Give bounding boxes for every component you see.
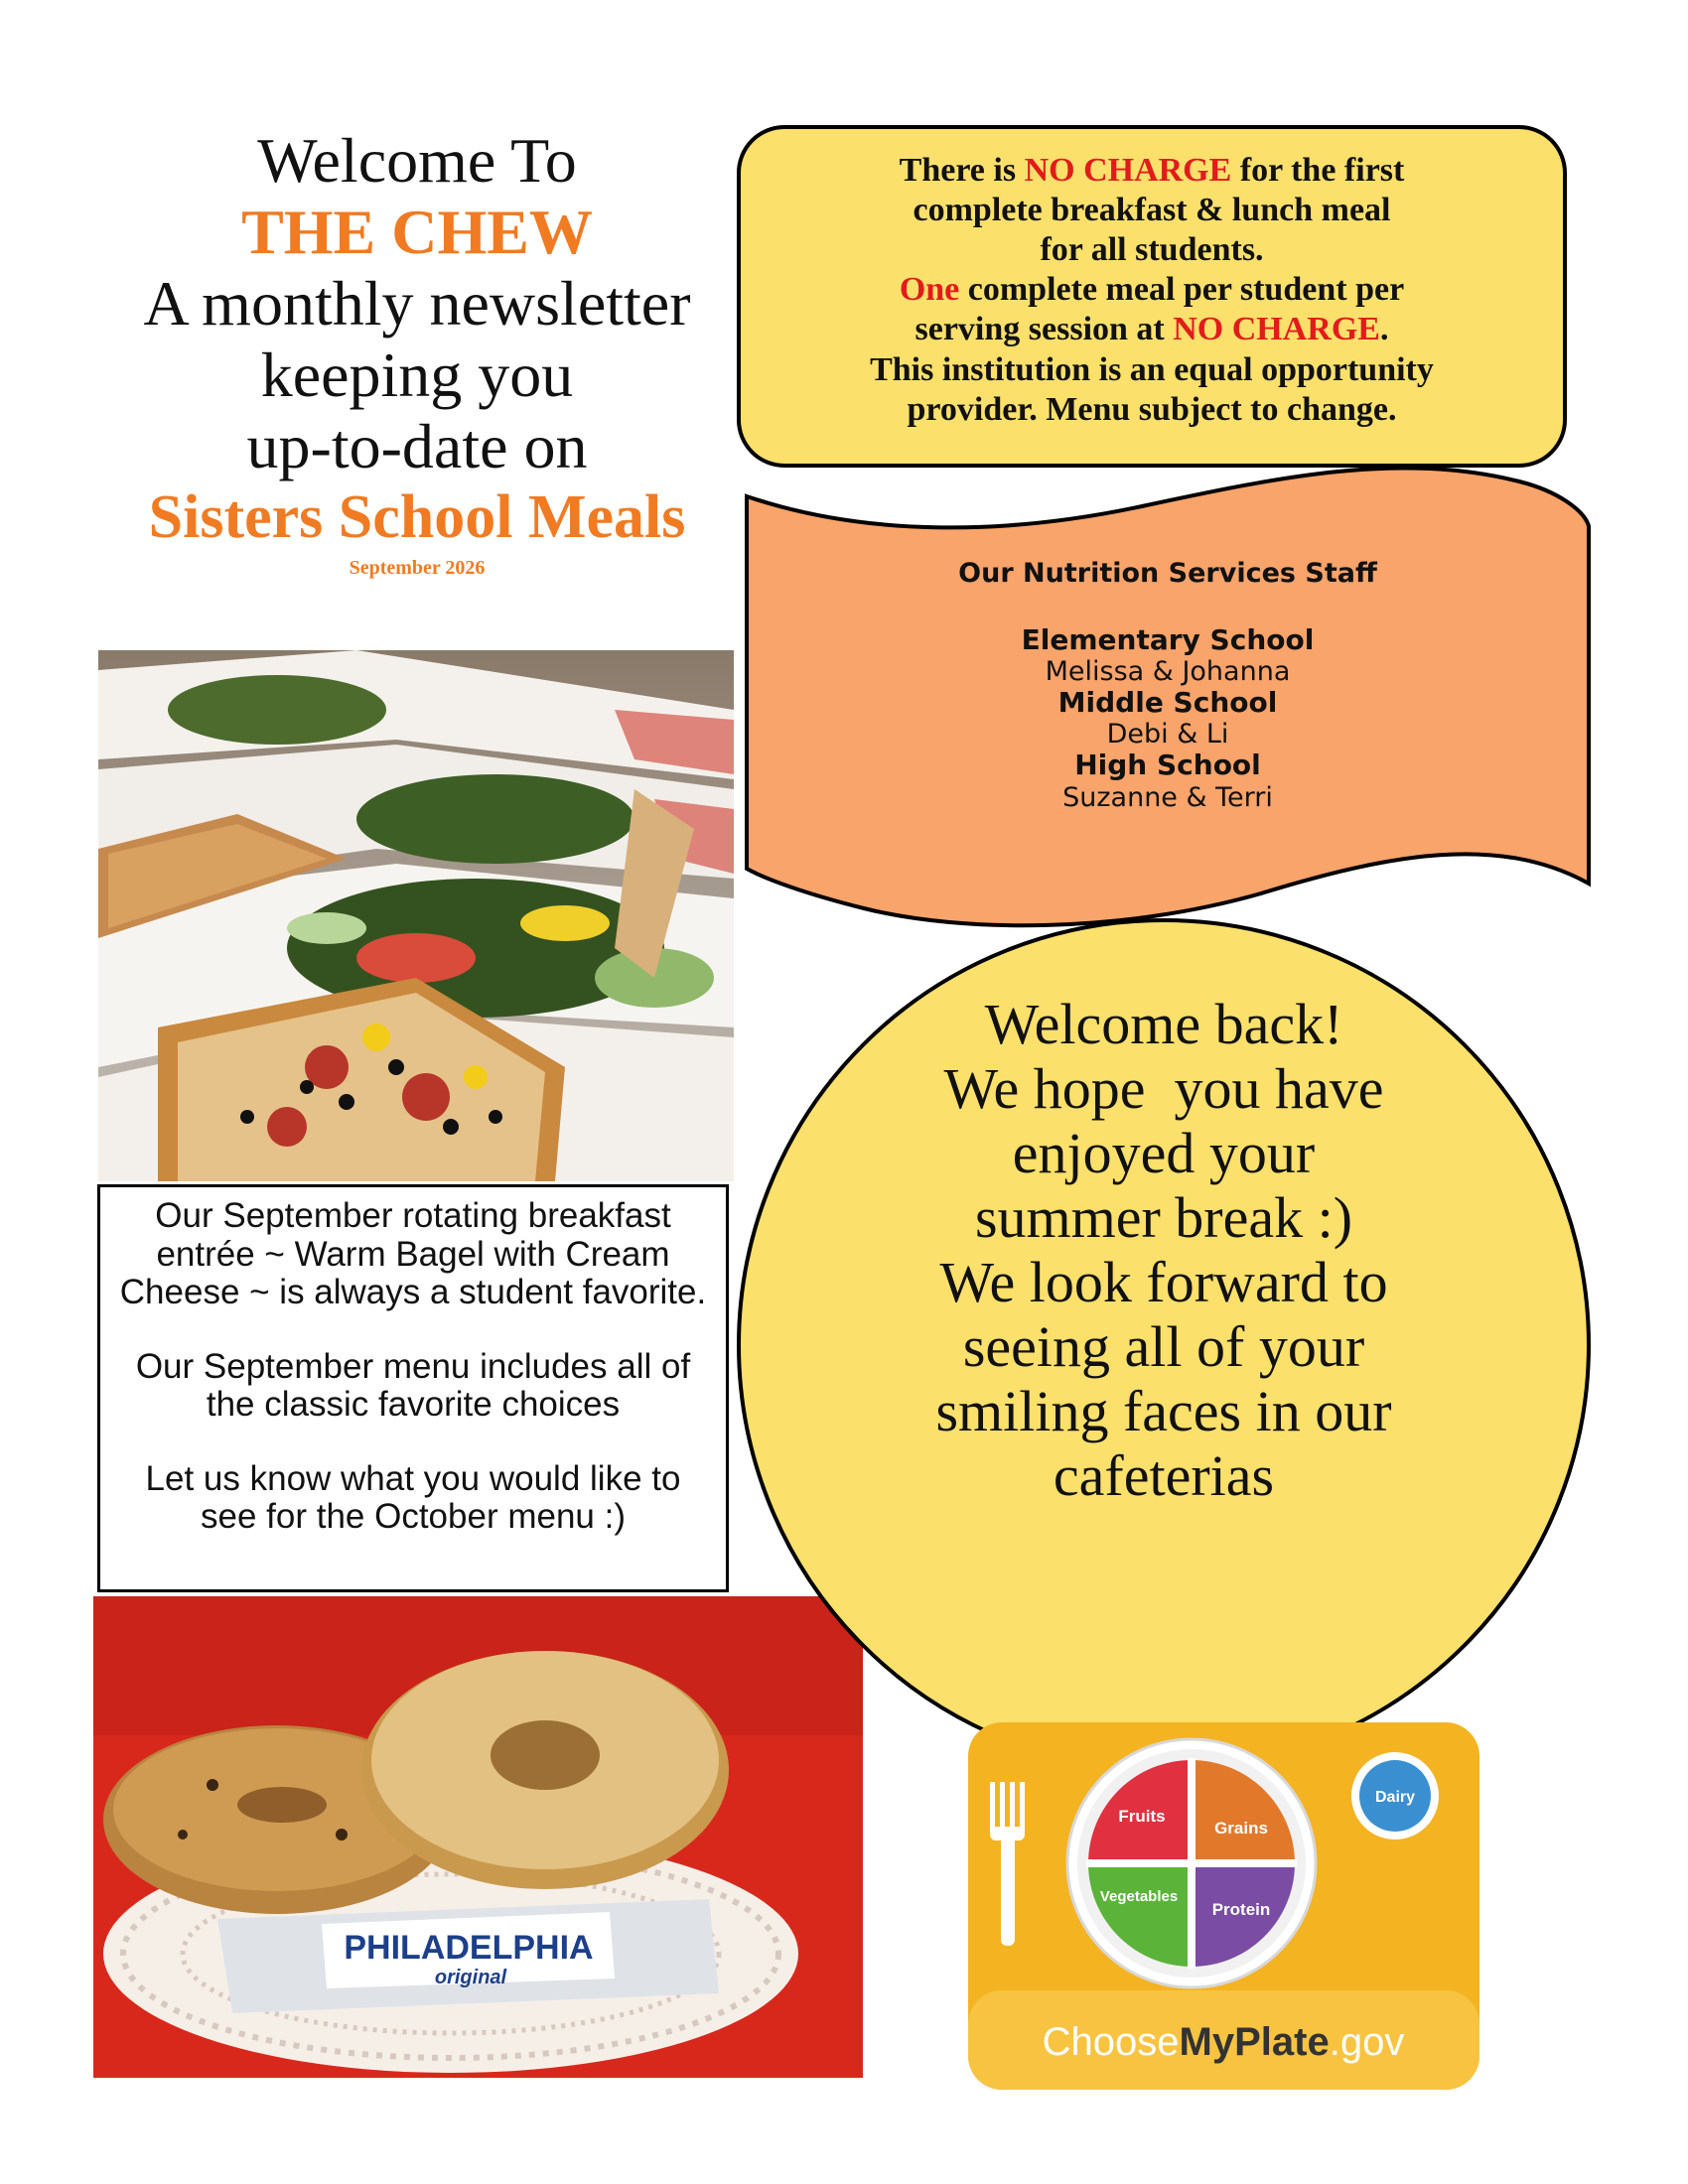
welcome-line-8: cafeterias xyxy=(1053,1442,1275,1508)
vegetables-label: Vegetables xyxy=(1099,1888,1179,1905)
protein-label: Protein xyxy=(1211,1900,1271,1919)
welcome-line-6: seeing all of your xyxy=(962,1313,1365,1379)
masthead-tagline-1: A monthly newsletter xyxy=(143,268,691,339)
welcome-line-2: We hope you have xyxy=(943,1055,1384,1121)
staff-list xyxy=(745,558,1591,813)
notice-line-6: This institution is an equal opportunity xyxy=(870,350,1434,388)
welcome-line-7: smiling faces in our xyxy=(935,1378,1392,1443)
bagel-cream-cheese-photo xyxy=(93,1596,863,2078)
notice-line-3: for all students. xyxy=(1040,231,1264,269)
fruits-label: Fruits xyxy=(1118,1807,1166,1826)
breakfast-entree-text: Our September rotating breakfast entrée ~ Warm Bagel with Cream Cheese ~ is always a student favorite. xyxy=(119,1196,707,1311)
notice-line-5: serving session at NO CHARGE. xyxy=(914,311,1389,348)
welcome-line-1: Welcome back! xyxy=(984,992,1343,1056)
welcome-back-message xyxy=(836,993,1491,1509)
high-school-label: High School xyxy=(1074,749,1261,782)
welcome-line-3: enjoyed your xyxy=(1012,1120,1316,1185)
notice-line-4: One complete meal per student per xyxy=(899,271,1405,309)
masthead xyxy=(94,125,740,579)
notice-line-2: complete breakfast & lunch meal xyxy=(913,192,1391,229)
breakfast-note-box xyxy=(97,1184,729,1592)
welcome-line-5: We look forward to xyxy=(939,1249,1388,1314)
philadelphia-sub: original xyxy=(434,1967,507,1988)
middle-school-label: Middle School xyxy=(1057,686,1278,720)
masthead-welcome: Welcome To xyxy=(257,125,577,196)
masthead-tagline-2: keeping you xyxy=(260,340,574,410)
issue-date: September 2026 xyxy=(349,557,486,579)
elementary-school-staff: Melissa & Johanna xyxy=(1045,656,1291,688)
menu-classics-text: Our September menu includes all of the classic favorite choices xyxy=(135,1346,691,1424)
grains-label: Grains xyxy=(1214,1819,1268,1838)
choosemyplate-wordmark: ChooseMyPlate.gov xyxy=(1042,2020,1405,2064)
masthead-subject: Sisters School Meals xyxy=(148,483,686,551)
october-feedback-text: Let us know what you would like to see for the October menu :) xyxy=(145,1458,681,1536)
newsletter-title: THE CHEW xyxy=(241,197,593,267)
high-school-staff: Suzanne & Terri xyxy=(1062,781,1273,813)
middle-school-staff: Debi & Li xyxy=(1106,719,1229,751)
notice-line-1: There is NO CHARGE for the first xyxy=(899,152,1405,189)
masthead-tagline-3: up-to-date on xyxy=(246,411,588,481)
choosemyplate-logo xyxy=(968,1722,1479,2090)
notice-line-7: provider. Menu subject to change. xyxy=(907,390,1397,428)
staff-heading: Our Nutrition Services Staff xyxy=(958,558,1377,589)
pizza-salad-photo xyxy=(98,650,734,1181)
no-charge-notice xyxy=(737,125,1567,468)
elementary-school-label: Elementary School xyxy=(1021,623,1315,656)
dairy-label: Dairy xyxy=(1374,1789,1416,1806)
philadelphia-brand: PHILADELPHIA xyxy=(344,1929,594,1967)
welcome-line-4: summer break :) xyxy=(974,1184,1353,1250)
